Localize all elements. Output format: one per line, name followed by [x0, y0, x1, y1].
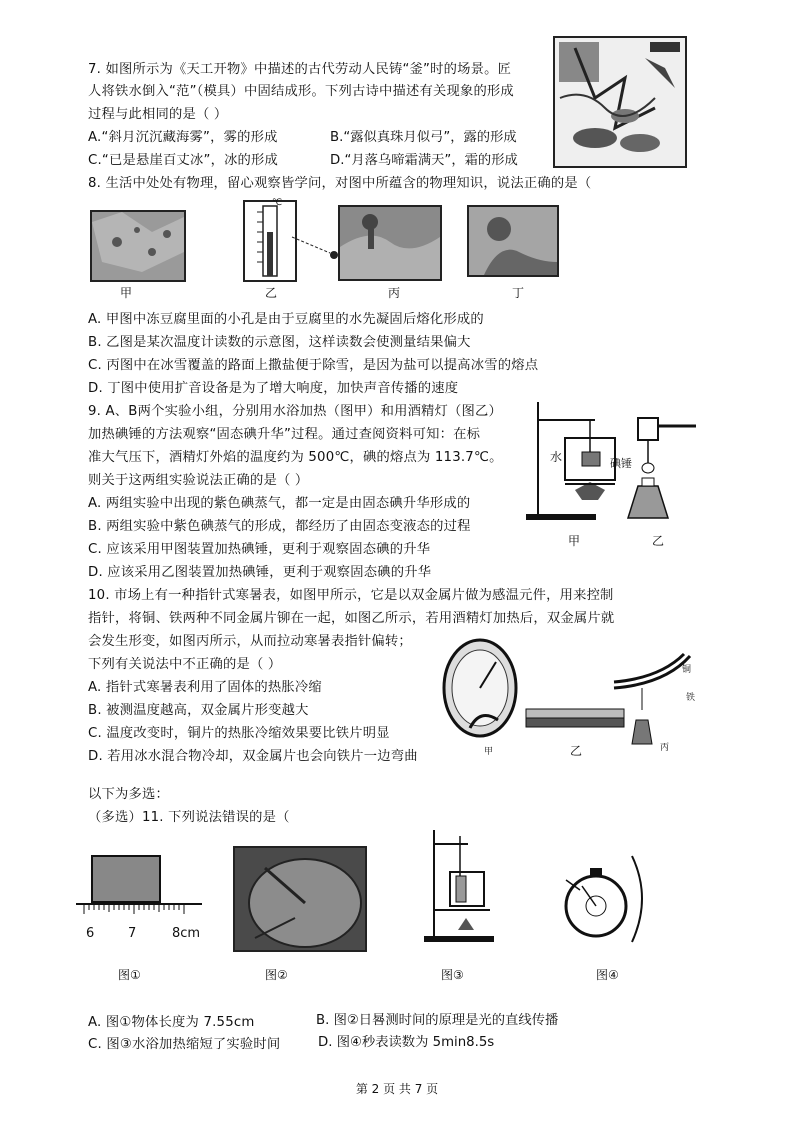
q9-label-jia: 甲	[568, 534, 581, 548]
q11-sundial-image	[233, 846, 367, 952]
q10-stem-line-1: 10. 市场上有一种指针式寒暑表，如图甲所示，它是以双金属片做为感温元件，用来控制	[88, 588, 614, 603]
q10-stem-line-4: 下列有关说法中不正确的是（ ）	[88, 657, 282, 672]
q8-label-yi: 乙	[265, 286, 278, 300]
q9-label-water: 水	[550, 450, 563, 464]
q11-label-fig2: 图②	[265, 968, 288, 982]
q7-stem-line-1: 7. 如图所示为《天工开物》中描述的古代劳动人民铸“釜”时的场景。匠	[88, 62, 512, 77]
q11-ruler-tick-8cm: 8cm	[172, 926, 201, 941]
q8-label-jia: 甲	[120, 286, 133, 300]
q7-option-c: C.“已是悬崖百丈冰”，冰的形成	[88, 153, 279, 168]
q7-casting-illustration	[553, 36, 687, 168]
q9-option-c: C. 应该采用甲图装置加热碘锤，更利于观察固态碘的升华	[88, 542, 431, 557]
q11-label-fig3: 图③	[441, 968, 464, 982]
q8-eye-line-arrow	[290, 235, 340, 260]
q9-stem-line-3: 准大气压下，酒精灯外焰的温度约为 500℃，碘的熔点为 113.7℃。	[88, 450, 503, 465]
q10-label-jia: 甲	[484, 747, 494, 757]
q10-option-c: C. 温度改变时，铜片的热胀冷缩效果要比铁片明显	[88, 726, 390, 741]
page-footer: 第 2 页 共 7 页	[355, 1082, 439, 1096]
q9-label-yi: 乙	[652, 534, 665, 548]
q7-stem-line-3: 过程与此相同的是（ ）	[88, 107, 228, 122]
q11-ruler-tick-6: 6	[86, 926, 95, 941]
q10-stem-line-2: 指针，将铜、铁两种不同金属片铆在一起，如图乙所示，若用酒精灯加热后，双金属片就	[88, 611, 615, 626]
q10-option-a: A. 指针式寒暑表利用了固体的热胀冷缩	[88, 680, 322, 695]
q9-stem-line-1: 9. A、B两个实验小组，分别用水浴加热（图甲）和用酒精灯（图乙）	[88, 404, 503, 419]
q10-label-yi: 乙	[570, 744, 583, 758]
q8-option-c: C. 丙图中在冰雪覆盖的路面上撒盐便于除雪，是因为盐可以提高冰雪的熔点	[88, 358, 539, 373]
q11-stopwatch-diagram	[546, 850, 662, 948]
multi-choice-header: 以下为多选：	[88, 787, 169, 802]
q11-label-fig4: 图④	[596, 968, 619, 982]
q8-thermometer-unit: ℃	[272, 198, 283, 208]
q11-stem: （多选）11. 下列说法错误的是（	[88, 810, 290, 825]
q10-option-b: B. 被测温度越高，双金属片形变越大	[88, 703, 309, 718]
q8-stem: 8. 生活中处处有物理，留心观察皆学问，对图中所蕴含的物理知识，说法正确的是（	[88, 176, 592, 191]
q8-salt-on-snow-image	[338, 205, 442, 281]
q9-option-d: D. 应该采用乙图装置加热碘锤，更利于观察固态碘的升华	[88, 565, 432, 580]
q8-option-a: A. 甲图中冻豆腐里面的小孔是由于豆腐里的水先凝固后熔化形成的	[88, 312, 484, 327]
q11-ruler-figure	[74, 852, 204, 920]
q8-thermometer-diagram	[243, 200, 297, 282]
q11-option-a: A. 图①物体长度为 7.55cm	[88, 1015, 255, 1030]
q11-option-c: C. 图③水浴加热缩短了实验时间	[88, 1037, 281, 1052]
q7-option-a: A.“斜月沉沉藏海雾”，雾的形成	[88, 130, 278, 145]
q8-option-b: B. 乙图是某次温度计读数的示意图，这样读数会使测量结果偏大	[88, 335, 471, 350]
q8-label-ding: 丁	[512, 286, 525, 300]
q7-stem-line-2: 人将铁水倒入“范”（模具）中固结成形。下列古诗中描述有关现象的形成	[88, 84, 514, 99]
q11-label-fig1: 图①	[118, 968, 141, 982]
q8-frozen-tofu-image	[90, 210, 186, 282]
q8-label-bing: 丙	[388, 286, 401, 300]
q10-thermometer-dial	[440, 636, 520, 744]
q8-option-d: D. 丁图中使用扩音设备是为了增大响度，加快声音传播的速度	[88, 381, 459, 396]
q9-label-iodine-hammer: 碘锤	[610, 457, 632, 470]
q11-water-bath-apparatus	[420, 826, 500, 948]
q10-label-bing: 丙	[660, 743, 670, 753]
q8-loudspeaker-image	[467, 205, 559, 277]
q7-option-d: D.“月落乌啼霜满天”，霜的形成	[330, 153, 518, 168]
q10-option-d: D. 若用冰水混合物冷却，双金属片也会向铁片一边弯曲	[88, 749, 418, 764]
q9-option-a: A. 两组实验中出现的紫色碘蒸气，都一定是由固态碘升华形成的	[88, 496, 471, 511]
q9-option-b: B. 两组实验中紫色碘蒸气的形成，都经历了由固态变液态的过程	[88, 519, 471, 534]
q10-stem-line-3: 会发生形变，如图丙所示，从而拉动寒暑表指针偏转；	[88, 634, 412, 649]
q11-option-b: B. 图②日晷测时间的原理是光的直线传播	[316, 1013, 559, 1028]
q7-option-b: B.“露似真珠月似弓”，露的形成	[330, 130, 517, 145]
q10-label-copper: 铜	[682, 665, 692, 675]
q9-stem-line-4: 则关于这两组实验说法正确的是（ ）	[88, 473, 309, 488]
q11-ruler-tick-7: 7	[128, 926, 137, 941]
q11-option-d: D. 图④秒表读数为 5min8.5s	[318, 1035, 495, 1050]
q10-label-iron: 铁	[686, 693, 696, 703]
q9-stem-line-2: 加热碘锤的方法观察“固态碘升华”过程。通过查阅资料可知：在标	[88, 427, 481, 442]
